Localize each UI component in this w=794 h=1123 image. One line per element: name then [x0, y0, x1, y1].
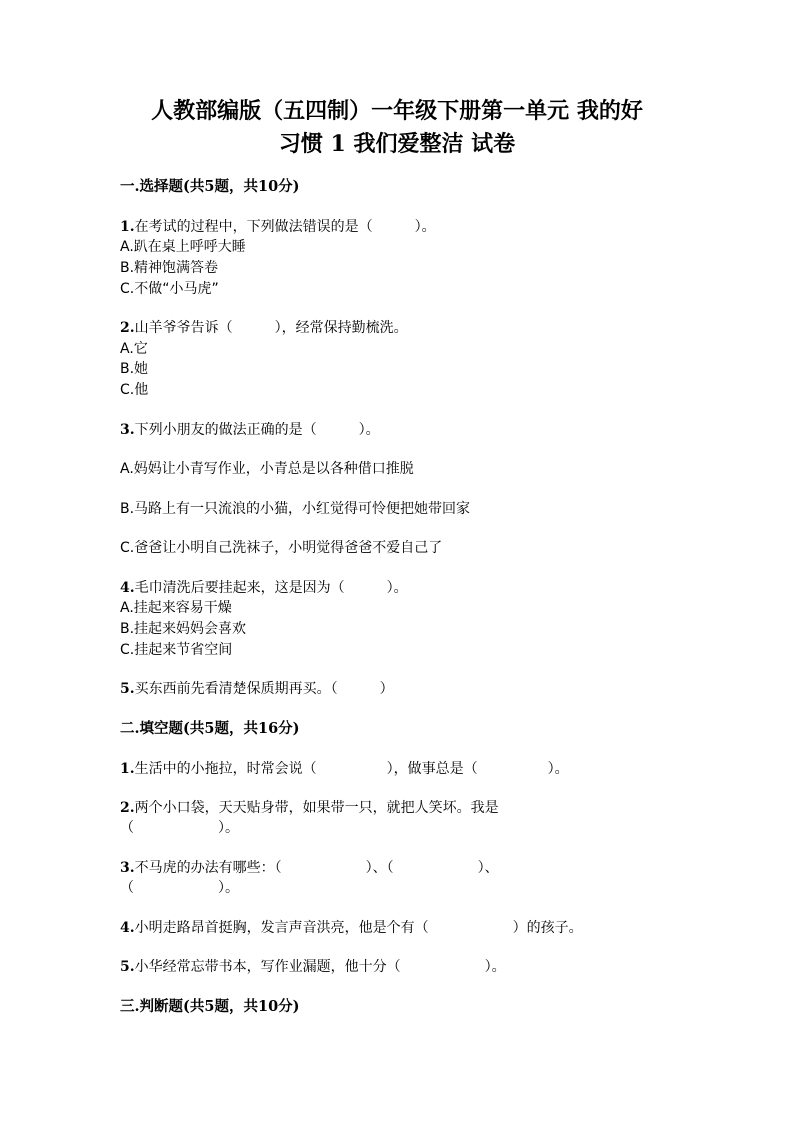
question-number: 5. — [120, 681, 135, 697]
question-stem-text: 小明走路昂首挺胸，发言声音洪亮，他是个有（ ）的孩子。 — [134, 920, 583, 936]
choice-question-2-option-c: C.他 — [120, 382, 149, 398]
fill-question-3-line-1 — [120, 858, 499, 878]
section-heading-fill: 二.填空题(共5题，共16分) — [120, 720, 300, 737]
question-number: 3. — [120, 860, 135, 876]
question-stem-text: 下列小朋友的做法正确的是（ ）。 — [134, 422, 380, 438]
question-stem-text: 毛巾清洗后要挂起来，这是因为（ ）。 — [134, 580, 408, 596]
question-stem-text: 生活中的小拖拉，时常会说（ ），做事总是（ ）。 — [134, 761, 569, 777]
fill-question-2-line-2: （ ）。 — [120, 820, 239, 836]
question-stem-text: 两个小口袋，天天贴身带，如果带一只，就把人笑坏。我是 — [134, 800, 499, 816]
fill-question-2-line-1 — [120, 798, 499, 818]
choice-question-2-option-a: A.它 — [120, 341, 148, 357]
exam-title-line-2: 习惯 1 我们爱整洁 试卷 — [278, 131, 516, 157]
question-stem-text: 山羊爷爷告诉（ ），经常保持勤梳洗。 — [134, 320, 408, 336]
question-stem-text: 不马虎的办法有哪些：（ ）、（ ）、 — [134, 860, 499, 876]
choice-question-1-option-b: B.精神饱满答卷 — [120, 260, 219, 276]
choice-question-3-option-c: C.爸爸让小明自己洗袜子，小明觉得爸爸不爱自己了 — [120, 540, 443, 556]
fill-question-3-line-2: （ ）。 — [120, 880, 239, 896]
choice-question-3-option-a: A.妈妈让小青写作业，小青总是以各种借口推脱 — [120, 461, 414, 477]
choice-question-1-stem — [120, 217, 436, 237]
question-number: 4. — [120, 920, 135, 936]
choice-question-5-stem — [120, 679, 394, 699]
choice-question-2-option-b: B.她 — [120, 361, 149, 377]
fill-question-1 — [120, 759, 569, 779]
question-stem-text: 小华经常忘带书本，写作业漏题，他十分（ ）。 — [134, 959, 506, 975]
choice-question-4-option-c: C.挂起来节省空间 — [120, 642, 233, 658]
question-number: 2. — [120, 320, 135, 336]
choice-question-4-option-b: B.挂起来妈妈会喜欢 — [120, 621, 247, 637]
question-stem-text: 在考试的过程中，下列做法错误的是（ ）。 — [134, 219, 436, 235]
choice-question-4-stem — [120, 578, 408, 598]
choice-question-3-option-b: B.马路上有一只流浪的小猫，小红觉得可怜便把她带回家 — [120, 501, 471, 517]
section-heading-choice: 一.选择题(共5题，共10分) — [120, 178, 300, 195]
question-number: 3. — [120, 422, 135, 438]
choice-question-3-stem — [120, 420, 380, 440]
choice-question-4-option-a: A.挂起来容易干燥 — [120, 600, 232, 616]
choice-question-1-option-c: C.不做“小马虎” — [120, 281, 219, 297]
question-number: 1. — [120, 761, 135, 777]
choice-question-2-stem — [120, 318, 408, 338]
question-number: 2. — [120, 800, 135, 816]
question-number: 1. — [120, 219, 135, 235]
fill-question-4 — [120, 918, 583, 938]
section-heading-judge: 三.判断题(共5题，共10分) — [120, 998, 300, 1015]
choice-question-1-option-a: A.趴在桌上呼呼大睡 — [120, 239, 246, 255]
exam-title-line-1: 人教部编版（五四制）一年级下册第一单元 我的好 — [151, 98, 643, 124]
fill-question-5 — [120, 957, 506, 977]
question-number: 5. — [120, 959, 135, 975]
question-stem-text: 买东西前先看清楚保质期再买。（ ） — [134, 681, 394, 697]
question-number: 4. — [120, 580, 135, 596]
